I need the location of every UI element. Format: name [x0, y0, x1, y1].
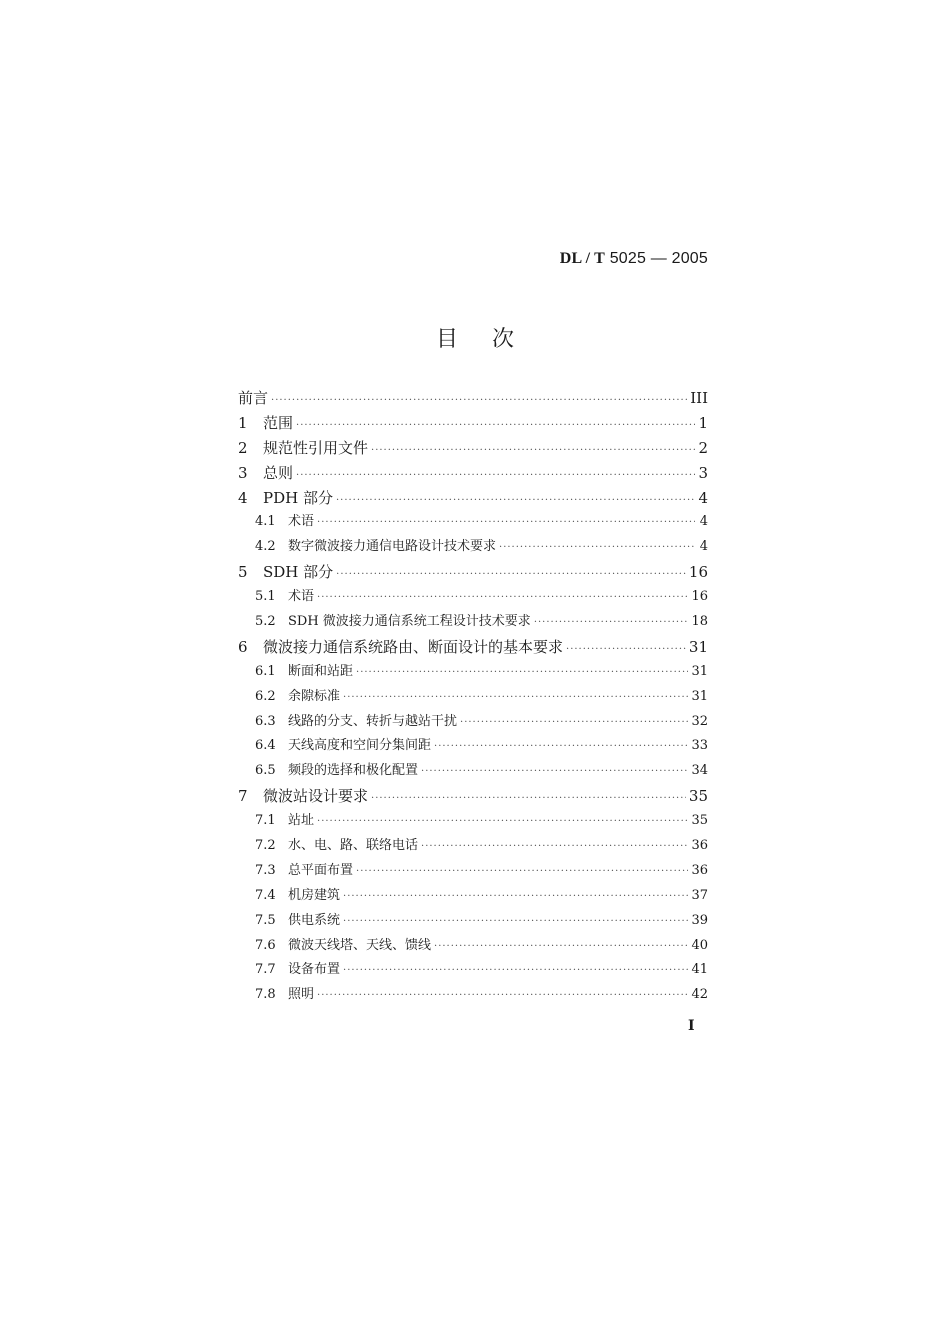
toc-entry[interactable] — [238, 461, 708, 486]
toc-entry[interactable] — [238, 486, 708, 511]
toc-entry-page: 31 — [688, 637, 708, 656]
toc-entry-page: 34 — [691, 763, 708, 779]
toc-entry-number: 4.1 — [255, 514, 276, 530]
toc-entry-title: 数字微波接力通信电路设计技术要求 — [288, 539, 497, 555]
toc-entry[interactable] — [238, 759, 708, 784]
dot-leader — [434, 935, 688, 960]
toc-entry-title: 天线高度和空间分集间距 — [288, 738, 432, 754]
toc-entry-title: 设备布置 — [288, 962, 341, 978]
dot-leader — [271, 389, 687, 414]
toc-entry[interactable] — [238, 784, 708, 809]
toc-entry-number: 1 — [238, 413, 248, 432]
toc-entry[interactable] — [238, 660, 708, 685]
dot-leader — [343, 686, 688, 711]
toc-entry[interactable] — [238, 411, 708, 436]
toc-entry[interactable] — [238, 510, 708, 535]
dot-leader — [534, 611, 689, 636]
toc-entry-title: 范围 — [263, 413, 294, 432]
toc-entry[interactable] — [238, 710, 708, 735]
dot-leader — [317, 984, 688, 1009]
toc-entry-page: 4 — [698, 488, 708, 507]
toc-entry-number: 6.5 — [255, 763, 276, 779]
toc-entry-number: 2 — [238, 438, 248, 457]
toc-entry-page: III — [690, 389, 708, 407]
dot-leader — [421, 835, 688, 860]
toc-entry-page: 4 — [699, 514, 708, 530]
toc-entry-title: 总则 — [263, 463, 294, 482]
toc-entry-title: 术语 — [288, 514, 315, 530]
toc-entry-number: 6.1 — [255, 663, 276, 679]
toc-entry-title: 站址 — [288, 813, 315, 829]
toc-entry-page: 31 — [691, 688, 708, 704]
toc-entry-title: 供电系统 — [288, 912, 341, 928]
toc-entry-page: 4 — [699, 539, 708, 555]
toc-entry-page: 42 — [691, 987, 708, 1003]
toc-entry-number: 7.1 — [255, 813, 276, 829]
toc-entry-number: 5.1 — [255, 589, 276, 605]
toc-entry-page: 40 — [691, 937, 708, 953]
dot-leader — [356, 860, 688, 885]
toc-entry[interactable] — [238, 436, 708, 461]
toc-entry-number: 6.3 — [255, 713, 276, 729]
dot-leader — [336, 489, 695, 514]
toc-entry[interactable] — [238, 535, 708, 560]
table-of-contents — [238, 386, 708, 1008]
toc-entry-page: 33 — [691, 738, 708, 754]
toc-entry-number: 7 — [238, 787, 248, 806]
dot-leader — [460, 711, 688, 736]
dot-leader — [317, 511, 695, 536]
toc-entry-page: 31 — [691, 663, 708, 679]
toc-entry[interactable] — [238, 884, 708, 909]
toc-entry-number: 7.7 — [255, 962, 276, 978]
toc-entry[interactable] — [238, 610, 708, 635]
dot-leader — [371, 787, 686, 812]
toc-entry-number: 6 — [238, 637, 248, 656]
toc-entry-number: 7.3 — [255, 862, 276, 878]
toc-entry[interactable] — [238, 809, 708, 834]
toc-entry-page: 1 — [698, 413, 708, 432]
toc-entry[interactable] — [238, 934, 708, 959]
toc-entry-number: 7.6 — [255, 937, 276, 953]
toc-title: 目次 — [435, 327, 548, 352]
toc-entry-title: 余隙标准 — [288, 688, 341, 704]
toc-entry[interactable] — [238, 859, 708, 884]
toc-entry-number: 5.2 — [255, 614, 276, 630]
toc-entry-number: 7.4 — [255, 887, 276, 903]
toc-entry[interactable] — [238, 909, 708, 934]
dot-leader — [336, 563, 686, 588]
toc-entry-title: PDH 部分 — [263, 488, 333, 507]
toc-entry[interactable] — [238, 958, 708, 983]
dot-leader — [356, 661, 688, 686]
dot-leader — [343, 885, 688, 910]
dot-leader — [421, 760, 688, 785]
toc-entry-title: SDH 微波接力通信系统工程设计技术要求 — [288, 614, 531, 630]
toc-entry-title: 照明 — [288, 987, 315, 1003]
page-folio: I — [688, 1018, 695, 1034]
dot-leader — [434, 735, 688, 760]
toc-entry[interactable] — [238, 834, 708, 859]
dot-leader — [566, 638, 686, 663]
toc-entry-number: 7.8 — [255, 987, 276, 1003]
toc-entry-title: 微波站设计要求 — [263, 787, 369, 806]
toc-entry-title: 机房建筑 — [288, 887, 341, 903]
toc-entry-page: 2 — [698, 438, 708, 457]
toc-entry-page: 16 — [688, 563, 708, 582]
toc-entry-number: 5 — [238, 563, 248, 582]
toc-entry-title: 术语 — [288, 589, 315, 605]
toc-entry[interactable] — [238, 685, 708, 710]
standard-code — [560, 250, 708, 268]
toc-entry[interactable] — [238, 635, 708, 660]
toc-entry-page: 41 — [691, 962, 708, 978]
toc-entry-page: 16 — [691, 589, 708, 605]
toc-entry-title: 断面和站距 — [288, 663, 354, 679]
dot-leader — [343, 910, 688, 935]
dot-leader — [317, 810, 688, 835]
toc-entry[interactable] — [238, 560, 708, 585]
toc-entry-number: 3 — [238, 463, 248, 482]
toc-entry[interactable] — [238, 585, 708, 610]
toc-entry-page: 37 — [691, 887, 708, 903]
toc-entry-page: 39 — [691, 912, 708, 928]
toc-entry-title: SDH 部分 — [263, 563, 334, 582]
toc-entry-page: 18 — [691, 614, 708, 630]
toc-entry-page: 35 — [691, 813, 708, 829]
toc-entry-number: 7.2 — [255, 838, 276, 854]
toc-entry-title: 规范性引用文件 — [263, 438, 369, 457]
dot-leader — [343, 959, 688, 984]
toc-entry-title: 微波接力通信系统路由、断面设计的基本要求 — [263, 637, 564, 656]
toc-entry-title: 水、电、路、联络电话 — [288, 838, 419, 854]
toc-entry-number: 6.4 — [255, 738, 276, 754]
standard-number: 5025 — 2005 — [605, 250, 708, 267]
toc-entry-number: 7.5 — [255, 912, 276, 928]
dot-leader — [371, 439, 695, 464]
toc-entry-title: 微波天线塔、天线、馈线 — [288, 937, 432, 953]
toc-entry-page: 36 — [691, 838, 708, 854]
toc-entry-title: 线路的分支、转折与越站干扰 — [288, 713, 458, 729]
standard-prefix: DL / T — [559, 250, 606, 267]
toc-entry-page: 32 — [691, 713, 708, 729]
toc-entry-number: 4.2 — [255, 539, 276, 555]
dot-leader — [296, 464, 695, 489]
dot-leader — [499, 536, 695, 561]
dot-leader — [317, 586, 688, 611]
toc-entry[interactable] — [238, 386, 708, 411]
toc-entry-page: 35 — [688, 787, 708, 806]
toc-entry-page: 3 — [698, 463, 708, 482]
toc-entry-number: 6.2 — [255, 688, 276, 704]
toc-entry-title: 频段的选择和极化配置 — [288, 763, 419, 779]
toc-entry-number: 4 — [238, 488, 248, 507]
toc-entry[interactable] — [238, 734, 708, 759]
toc-entry-page: 36 — [691, 862, 708, 878]
toc-entry[interactable] — [238, 983, 708, 1008]
toc-entry-title: 总平面布置 — [288, 862, 354, 878]
toc-entry-title: 前言 — [238, 389, 269, 407]
